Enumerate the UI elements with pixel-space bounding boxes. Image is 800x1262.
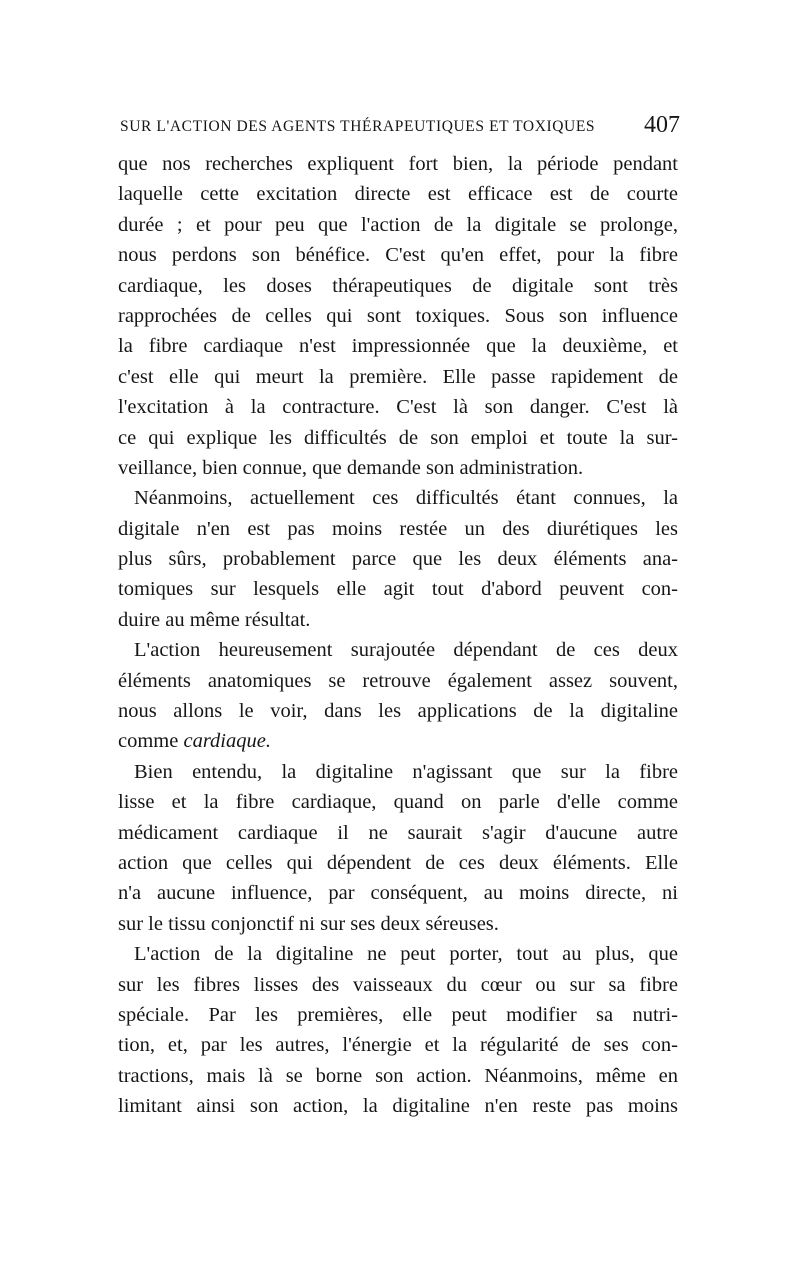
text-line: Bien entendu, la digitaline n'agissant que sur la fibre: [134, 760, 678, 783]
text-line: action que celles qui dépendent de ces deux éléments. Elle: [118, 851, 678, 874]
text-line: tomiques sur lesquels elle agit tout d'abord peuvent con-: [118, 578, 678, 601]
text-line: duire au même résultat.: [118, 608, 311, 631]
text-line: plus sûrs, probablement parce que les deux éléments ana-: [118, 548, 678, 571]
running-title: SUR L'ACTION DES AGENTS THÉRAPEUTIQUES ET TOXIQUES: [120, 118, 596, 135]
text-line: ce qui explique les difficultés de son emploi et toute la sur-: [118, 426, 678, 449]
text-line: sur les fibres lisses des vaisseaux du cœur ou sur sa fibre: [118, 973, 678, 996]
body-text: [118, 149, 678, 1122]
text-line: tractions, mais là se borne son action. Néanmoins, même en: [118, 1064, 678, 1087]
page-number: 407: [644, 112, 680, 138]
text-fragment: comme: [118, 730, 179, 753]
text-line: nous allons le voir, dans les applications de la digitaline: [118, 700, 678, 723]
text-line: digitale n'en est pas moins restée un des diurétiques les: [118, 517, 678, 540]
text-line: l'excitation à la contracture. C'est là son danger. C'est là: [118, 396, 678, 419]
text-line: spéciale. Par les premières, elle peut modifier sa nutri-: [118, 1003, 678, 1026]
text-line: la fibre cardiaque n'est impressionnée que la deuxième, et: [118, 335, 678, 358]
text-line: durée ; et pour peu que l'action de la digitale se prolonge,: [118, 213, 678, 236]
text-line: [118, 726, 678, 756]
text-line: L'action de la digitaline ne peut porter, tout au plus, que: [134, 943, 678, 966]
text-line: lisse et la fibre cardiaque, quand on parle d'elle comme: [118, 791, 678, 814]
italic-term: cardiaque.: [183, 730, 271, 753]
text-line: tion, et, par les autres, l'énergie et la régularité de ses con-: [118, 1034, 678, 1057]
text-line: nous perdons son bénéfice. C'est qu'en effet, pour la fibre: [118, 244, 678, 267]
text-line: Néanmoins, actuellement ces difficultés étant connues, la: [134, 487, 678, 510]
text-line: limitant ainsi son action, la digitaline n'en reste pas moins: [118, 1095, 678, 1118]
text-line: laquelle cette excitation directe est efficace est de courte: [118, 183, 678, 206]
running-head: [120, 112, 680, 140]
text-line: rapprochées de celles qui sont toxiques. Sous son influence: [118, 304, 678, 327]
text-line: n'a aucune influence, par conséquent, au moins directe, ni: [118, 882, 678, 905]
text-line: c'est elle qui meurt la première. Elle passe rapidement de: [118, 365, 678, 388]
text-line: veillance, bien connue, que demande son administration.: [118, 456, 584, 479]
text-line: sur le tissu conjonctif ni sur ses deux séreuses.: [118, 912, 499, 935]
text-line: L'action heureusement surajoutée dépendant de ces deux: [134, 639, 678, 662]
text-line: cardiaque, les doses thérapeutiques de digitale sont très: [118, 274, 678, 297]
text-line: éléments anatomiques se retrouve également assez souvent,: [118, 669, 678, 692]
text-line: médicament cardiaque il ne saurait s'agir d'aucune autre: [118, 821, 678, 844]
text-line: que nos recherches expliquent fort bien, la période pendant: [118, 153, 678, 175]
